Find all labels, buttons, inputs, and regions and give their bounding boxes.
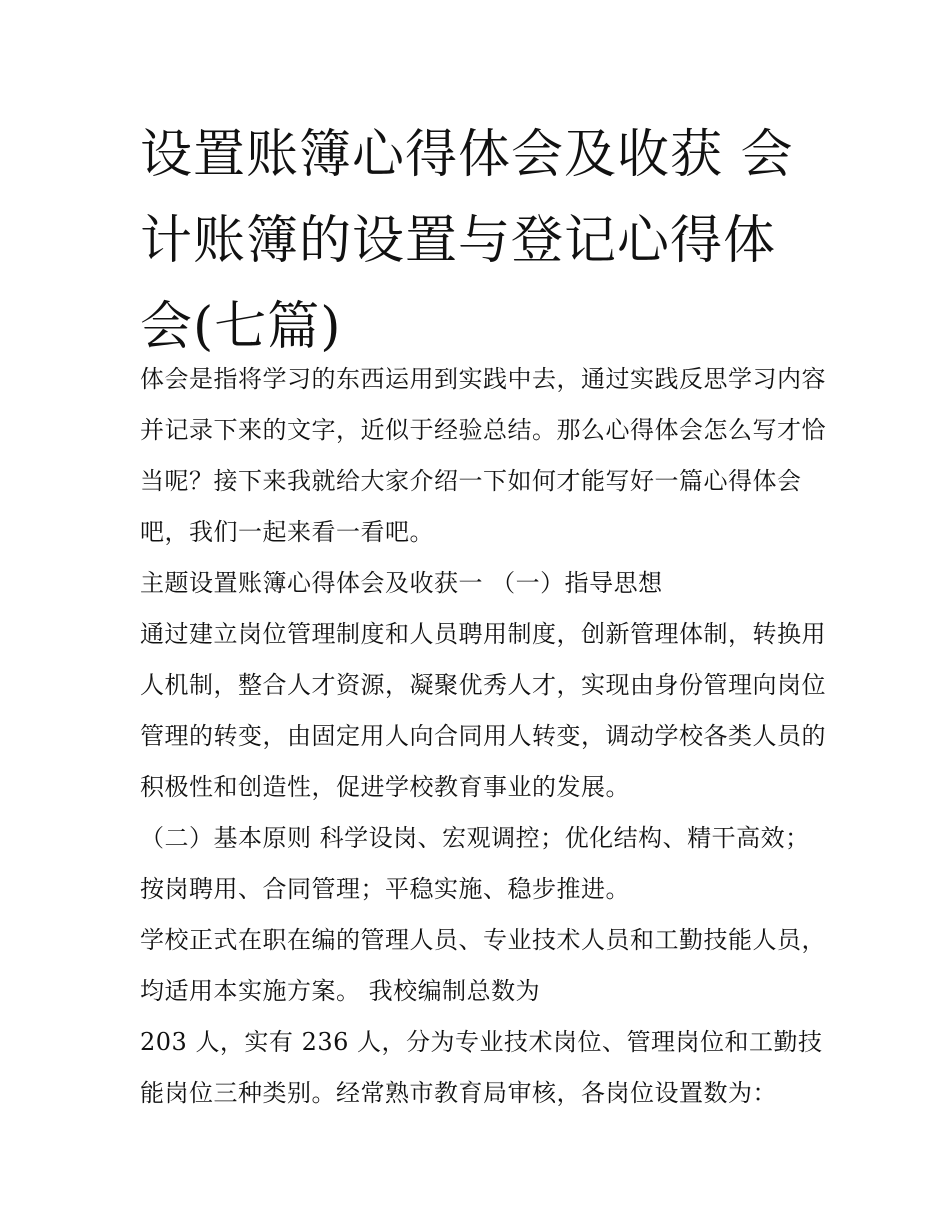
paragraph-scope: 学校正式在职在编的管理人员、专业技术人员和工勤技能人员，均适用本实施方案。 我校编制总数为 — [140, 926, 826, 1005]
paragraph-staffing: 203 人，实有 236 人，分为专业技术岗位、管理岗位和工勤技能岗位三种类别。经常熟市教育局审核，各岗位设置数为： — [140, 1028, 823, 1107]
paragraph-basic-principles: （二）基本原则 科学设岗、宏观调控；优化结构、精干高效；按岗聘用、合同管理；平稳实施、稳步推进。 — [140, 824, 810, 903]
document-body — [140, 354, 830, 1119]
paragraph-heading-guiding-ideology: 主题设置账簿心得体会及收获一 （一）指导思想 — [140, 569, 663, 597]
document-title: 设置账簿心得体会及收获 会计账簿的设置与登记心得体会(七篇) — [140, 125, 794, 357]
paragraph-guiding-ideology: 通过建立岗位管理制度和人员聘用制度，创新管理体制，转换用人机制，整合人才资源，凝聚优秀人才，实现由身份管理向岗位管理的转变，由固定用人向合同用人转变，调动学校各类人员的积极性和创造性，促进学校教育事业的发展。 — [140, 620, 826, 801]
paragraph-intro: 体会是指将学习的东西运用到实践中去，通过实践反思学习内容并记录下来的文字，近似于经验总结。那么心得体会怎么写才恰当呢？接下来我就给大家介绍一下如何才能写好一篇心得体会吧，我们一起来看一看吧。 — [140, 365, 826, 546]
